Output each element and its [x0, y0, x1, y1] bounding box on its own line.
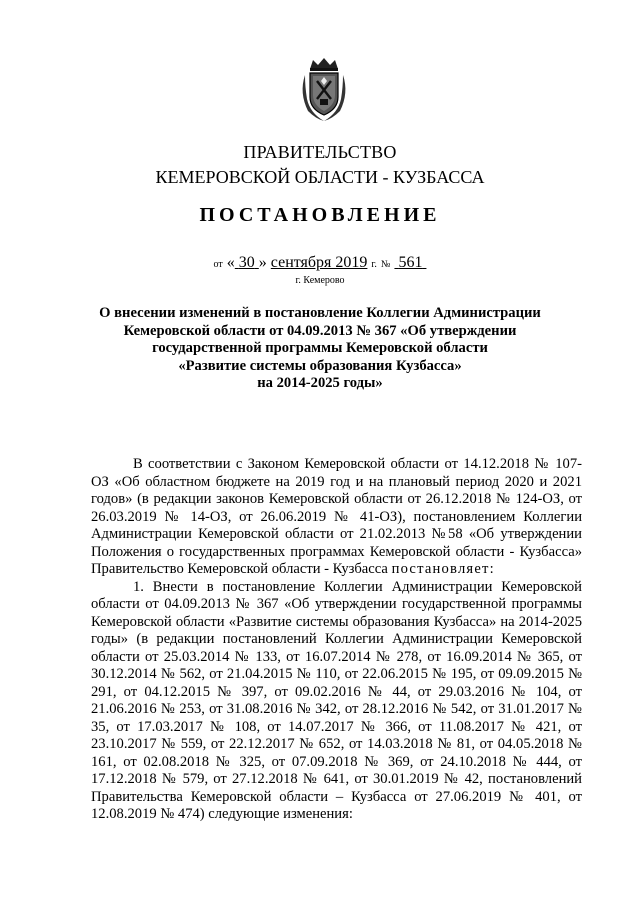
- heading-line: Кемеровской области от 04.09.2013 № 367 «Об утверждении: [123, 322, 517, 339]
- document-body: [91, 456, 582, 824]
- paragraph-preamble: В соответствии с Законом Кемеровской области от 14.12.2018 № 107-ОЗ «Об областном бюджете на 2019 год и на плановый период 2020 и 2021 годов» (в редакции законов Кемеровской области от 26.12.2018 № 124-ОЗ, от 26.03.2019 № 14-ОЗ, от 26.06.2019 № 41-ОЗ), постановлением Коллегии Администрации Кемеровской области от 21.02.2013 №58 «Об утверждении Положения о государственных программах Кемеровской области - Кузбасса» Правительство Кемеровской области - Кузбасса постановляет:: [91, 456, 582, 577]
- city-line: г. Кемерово: [295, 275, 345, 286]
- heading-line: О внесении изменений в постановление Коллегии Администрации: [99, 305, 541, 321]
- date-and-number-line: [0, 254, 640, 272]
- document-number: 561: [398, 254, 423, 271]
- from-label: от: [213, 259, 223, 270]
- date-month-year: сентября 2019: [270, 254, 368, 271]
- number-label: №: [380, 259, 391, 270]
- date-day: 30: [238, 254, 255, 271]
- year-suffix: г.: [371, 259, 377, 270]
- close-quote: »: [258, 254, 267, 271]
- resolves-keyword: постановляет:: [391, 561, 495, 577]
- document-type-title: ПОСТАНОВЛЕНИЕ: [199, 204, 441, 226]
- coat-of-arms-icon: [296, 55, 352, 125]
- heading-line: «Развитие системы образования Кузбасса»: [178, 357, 462, 374]
- paragraph-item-1: 1. Внести в постановление Коллегии Администрации Кемеровской области от 04.09.2013 № 367 «Об утверждении государственной программы Кемеровской области «Развитие системы образования Кузбасса» на 2014-2025 годы» (в редакции постановлений Коллегии Администрации Кемеровской области от 25.03.2014 № 133, от 16.07.2014 № 278, от 16.09.2014 № 365, от 30.12.2014 № 562, от 21.04.2015 № 110, от 22.06.2015 № 195, от 09.09.2015 № 291, от 04.12.2015 № 397, от 09.02.2016 № 44, от 29.03.2016 № 104, от 21.06.2016 № 253, от 31.08.2016 № 342, от 28.12.2016 № 542, от 31.01.2017 № 35, от 17.03.2017 № 108, от 14.07.2017 № 366, от 11.08.2017 № 421, от 23.10.2017 № 559, от 22.12.2017 № 652, от 14.03.2018 № 81, от 04.05.2018 № 161, от 02.08.2018 № 325, от 07.09.2018 № 369, от 24.10.2018 № 444, от 17.12.2018 № 579, от 27.12.2018 № 641, от 30.01.2019 № 42, постановлений Правительства Кемеровской области – Кузбасса от 27.06.2019 № 401, от 12.08.2019 № 474) следующие изменения:: [91, 578, 582, 822]
- government-name-line2: КЕМЕРОВСКОЙ ОБЛАСТИ - КУЗБАССА: [155, 167, 485, 187]
- government-name-line1: ПРАВИТЕЛЬСТВО: [243, 142, 397, 162]
- heading-line: на 2014-2025 годы»: [257, 375, 383, 391]
- heading-line: государственной программы Кемеровской области: [152, 340, 488, 356]
- document-heading: [80, 305, 560, 393]
- open-quote: «: [226, 254, 235, 271]
